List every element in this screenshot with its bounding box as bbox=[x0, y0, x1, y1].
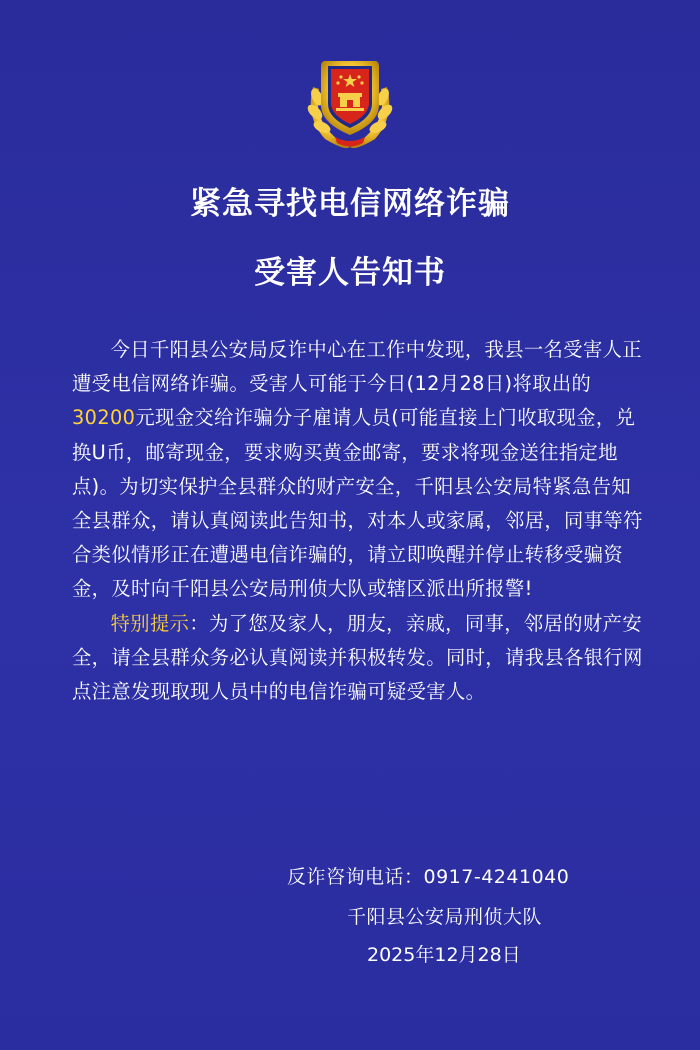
issuing-department: 千阳县公安局刑侦大队 bbox=[347, 906, 543, 928]
special-tip-label: 特别提示 bbox=[110, 611, 190, 635]
notice-body bbox=[72, 333, 644, 709]
paragraph-1-text-a: 今日千阳县公安局反诈中心在工作中发现，我县一名受害人正遭受电信网络诈骗。受害人可能于今日(12月28日)将取出的 bbox=[72, 338, 642, 396]
hotline-text: 反诈咨询电话：0917-4241040 bbox=[287, 866, 570, 888]
paragraph-1-text-b: 元现金交给诈骗分子雇请人员(可能直接上门收取现金，兑换U币，邮寄现金，要求购买黄金邮寄，要求将现金送往指定地点)。为切实保护全县群众的财产安全，千阳县公安局特紧急告知全县群众，请认真阅读此告知书，对本人或家属，邻居，同事等符合类似情形正在遭遇电信诈骗的，请立即唤醒并停止转移受骗资金，及时向千阳县公安局刑侦大队或辖区派出所报警! bbox=[72, 406, 643, 601]
notice-paragraph-1 bbox=[72, 333, 644, 607]
notice-paragraph-2 bbox=[72, 607, 644, 710]
amount-highlight: 30200 bbox=[72, 406, 136, 430]
special-tip-text: ：为了您及家人，朋友，亲戚，同事，邻居的财产安全，请全县群众务必认真阅读并积极转发。同时，请我县各银行网点注意发现取现人员中的电信诈骗可疑受害人。 bbox=[72, 611, 643, 704]
notice-title-line1: 紧急寻找电信网络诈骗 bbox=[190, 186, 510, 222]
notice-title-line2: 受害人告知书 bbox=[254, 255, 446, 291]
issue-date: 2025年12月28日 bbox=[367, 944, 521, 966]
police-emblem-icon bbox=[295, 47, 405, 152]
